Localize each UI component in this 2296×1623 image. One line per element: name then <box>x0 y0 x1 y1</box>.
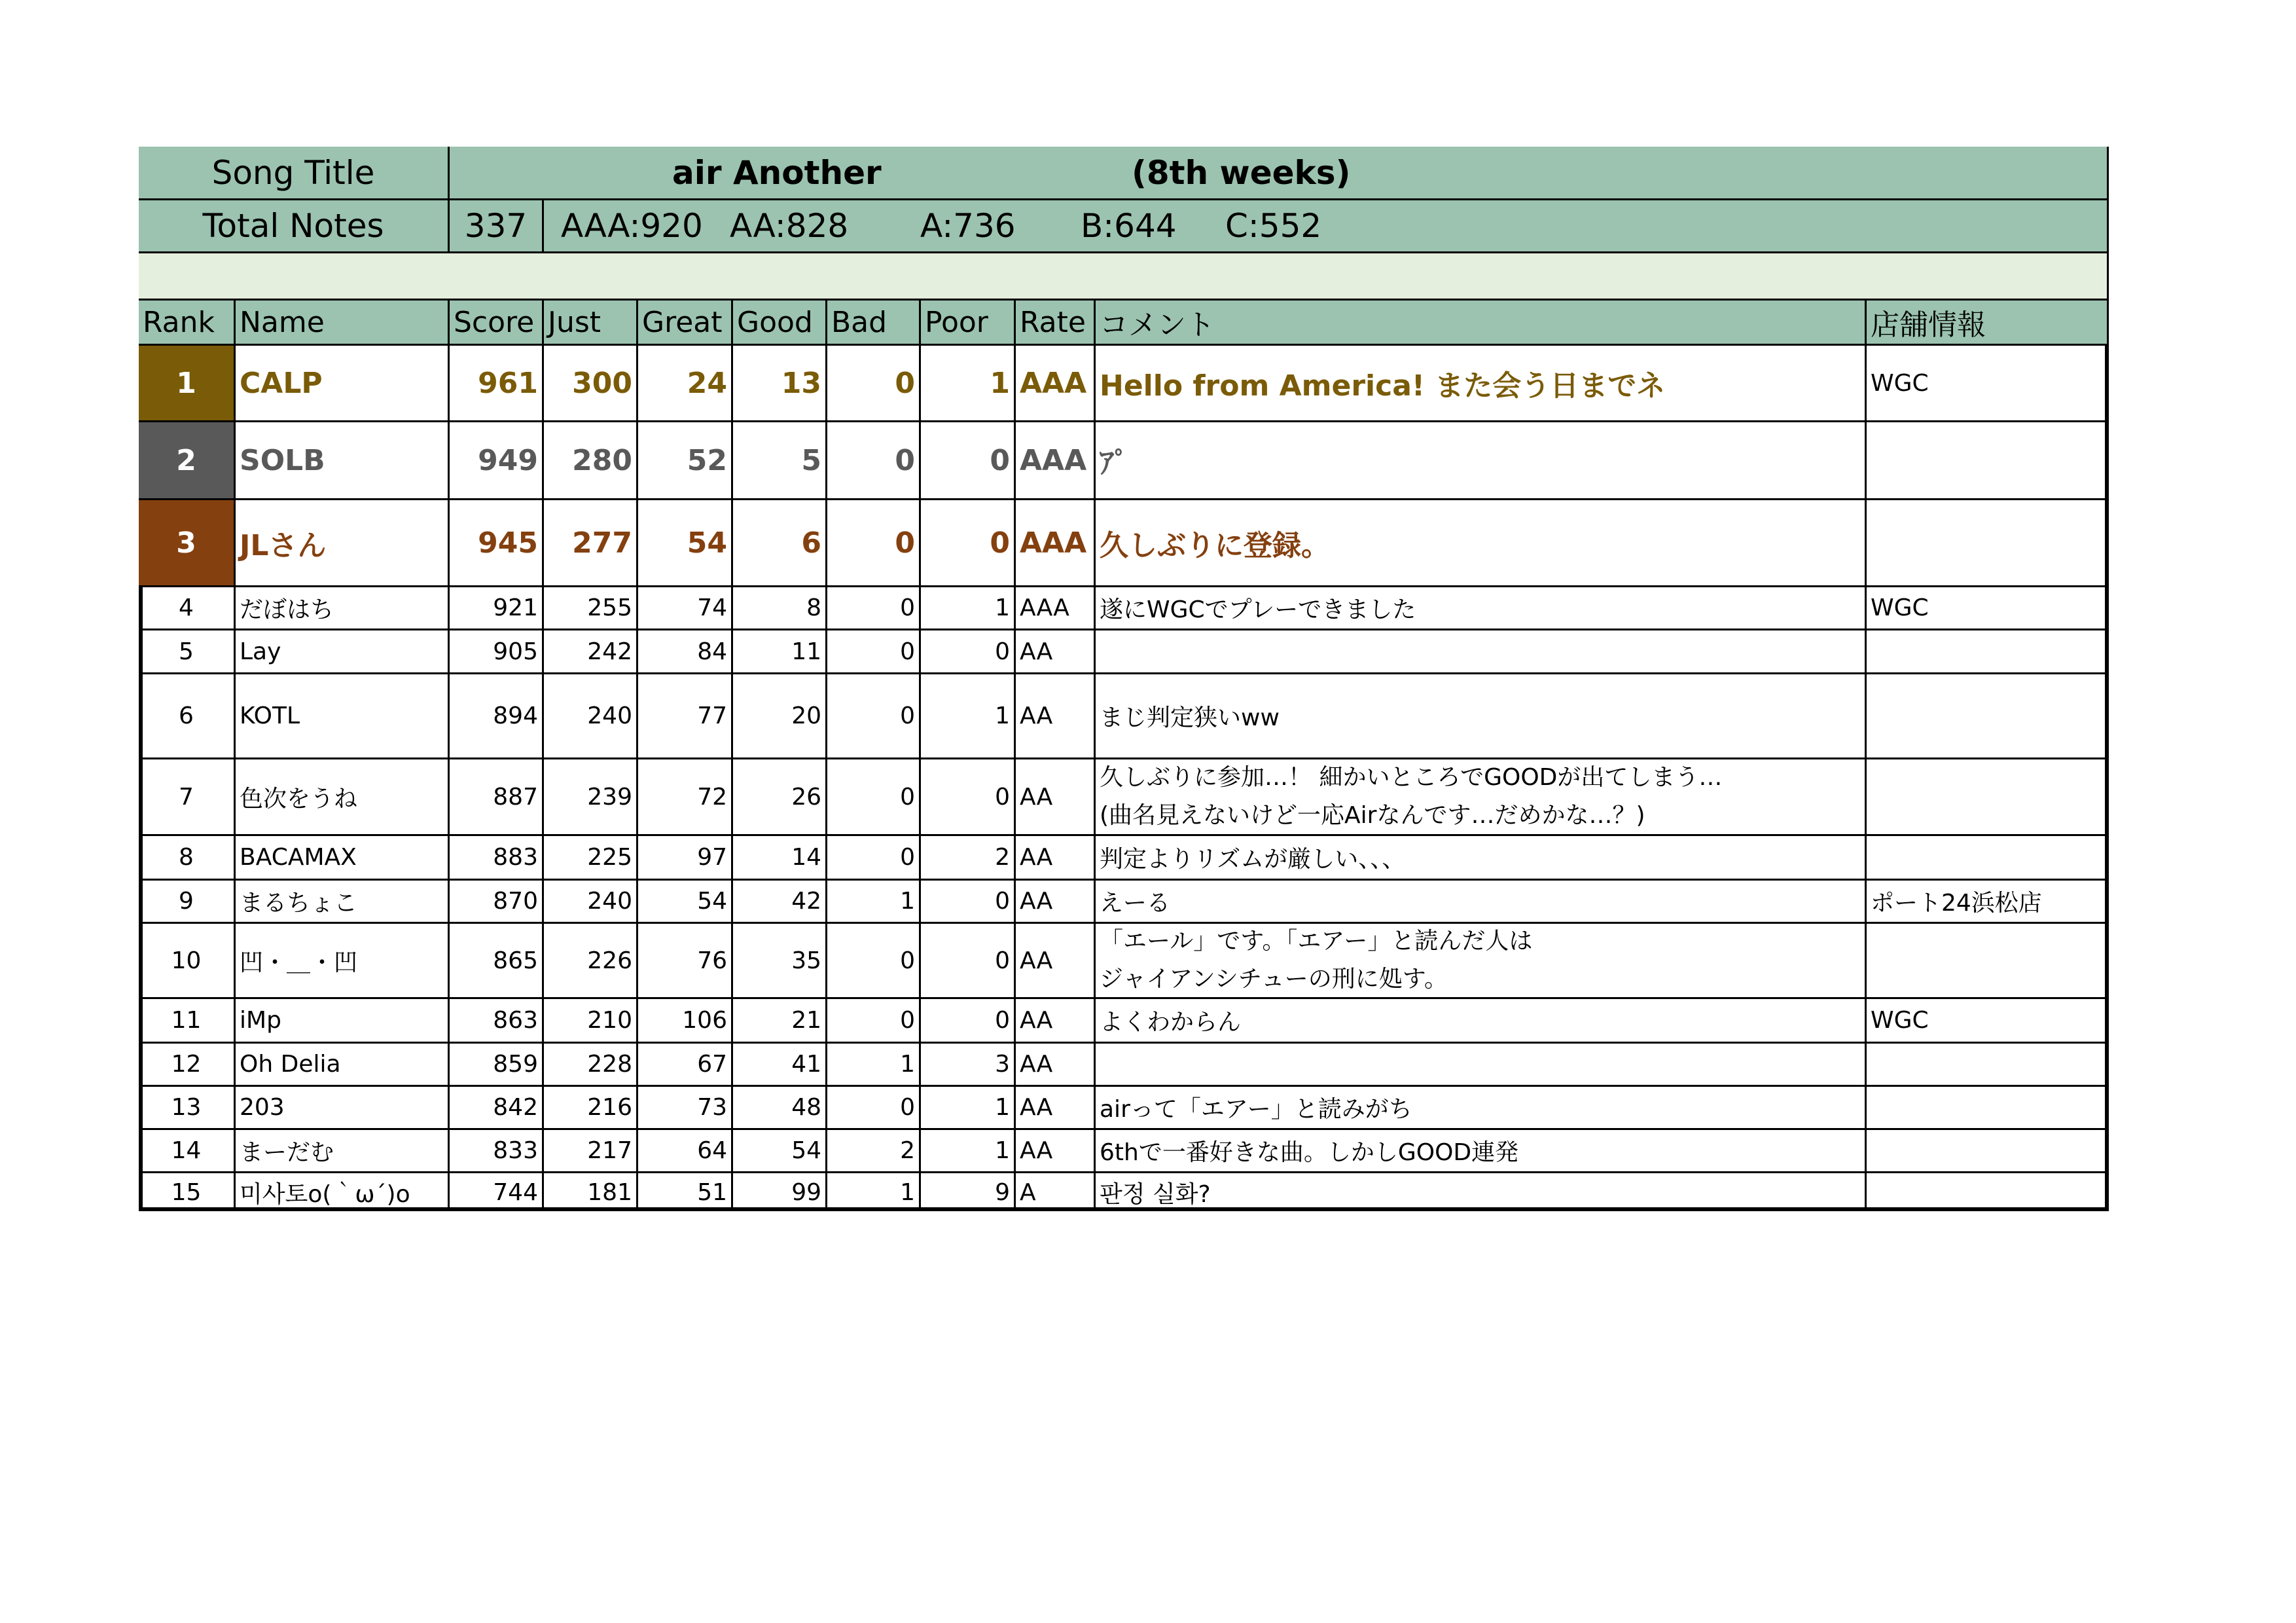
score-cell: 887 <box>450 759 544 836</box>
comment-cell: よくわからん <box>1096 999 1867 1044</box>
rank-cell: 13 <box>139 1087 236 1130</box>
shop-cell <box>1867 422 2109 500</box>
shop-cell: WGC <box>1867 587 2109 630</box>
just-cell: 240 <box>544 674 638 759</box>
rank-cell: 11 <box>139 999 236 1044</box>
just-cell: 226 <box>544 924 638 999</box>
column-header-poor: Poor <box>921 301 1016 346</box>
bad-cell: 1 <box>827 1173 921 1211</box>
comment-cell: えーる <box>1096 881 1867 924</box>
just-cell: 280 <box>544 422 638 500</box>
name-cell: SOLB <box>236 422 450 500</box>
rate-cell: AA <box>1016 674 1096 759</box>
score-cell: 833 <box>450 1130 544 1173</box>
just-cell: 242 <box>544 630 638 674</box>
score-cell: 945 <box>450 500 544 587</box>
week-label: (8th weeks) <box>1132 153 1351 192</box>
rate-cell: AA <box>1016 759 1096 836</box>
bad-cell: 2 <box>827 1130 921 1173</box>
name-cell: KOTL <box>236 674 450 759</box>
name-cell: 色次をうね <box>236 759 450 836</box>
column-header-rate: Rate <box>1016 301 1096 346</box>
rate-cell: AAA <box>1016 587 1096 630</box>
just-cell: 225 <box>544 836 638 881</box>
name-cell: JLさん <box>236 500 450 587</box>
rank-cell: 12 <box>139 1044 236 1087</box>
bad-cell: 0 <box>827 999 921 1044</box>
column-header-name: Name <box>236 301 450 346</box>
rate-cell: AA <box>1016 1130 1096 1173</box>
great-cell: 97 <box>638 836 733 881</box>
poor-cell: 2 <box>921 836 1016 881</box>
poor-cell: 0 <box>921 924 1016 999</box>
song-title-cell <box>450 147 2109 200</box>
comment-cell: 6thで一番好きな曲。しかしGOOD連発 <box>1096 1130 1867 1173</box>
bad-cell: 0 <box>827 346 921 422</box>
comment-cell: 「エール」です。「エアー」と読んだ人は ジャイアンシチューの刑に処す。 <box>1096 924 1867 999</box>
column-header-score: Score <box>450 301 544 346</box>
bad-cell: 0 <box>827 759 921 836</box>
poor-cell: 1 <box>921 1087 1016 1130</box>
score-cell: 744 <box>450 1173 544 1211</box>
good-cell: 5 <box>733 422 827 500</box>
great-cell: 51 <box>638 1173 733 1211</box>
poor-cell: 9 <box>921 1173 1016 1211</box>
good-cell: 41 <box>733 1044 827 1087</box>
poor-cell: 1 <box>921 346 1016 422</box>
score-cell: 894 <box>450 674 544 759</box>
bad-cell: 1 <box>827 1044 921 1087</box>
shop-cell <box>1867 1130 2109 1173</box>
shop-cell <box>1867 1087 2109 1130</box>
score-cell: 905 <box>450 630 544 674</box>
score-cell: 870 <box>450 881 544 924</box>
shop-cell <box>1867 1173 2109 1211</box>
ranking-sheet <box>139 147 2109 1211</box>
just-cell: 240 <box>544 881 638 924</box>
bad-cell: 0 <box>827 587 921 630</box>
shop-cell <box>1867 674 2109 759</box>
score-cell: 949 <box>450 422 544 500</box>
score-cell: 865 <box>450 924 544 999</box>
rate-cell: AAA <box>1016 346 1096 422</box>
name-cell: まーだむ <box>236 1130 450 1173</box>
just-cell: 181 <box>544 1173 638 1211</box>
poor-cell: 1 <box>921 674 1016 759</box>
grade-threshold: C:552 <box>1225 207 1322 245</box>
good-cell: 6 <box>733 500 827 587</box>
bad-cell: 1 <box>827 881 921 924</box>
comment-cell: 久しぶりに参加…！ 細かいところでGOODが出てしまう… (曲名見えないけど一応Airなんです…だめかな…？) <box>1096 759 1867 836</box>
good-cell: 11 <box>733 630 827 674</box>
bad-cell: 0 <box>827 422 921 500</box>
shop-cell <box>1867 836 2109 881</box>
bad-cell: 0 <box>827 1087 921 1130</box>
comment-cell: airって「エアー」と読みがち <box>1096 1087 1867 1130</box>
rate-cell: AA <box>1016 999 1096 1044</box>
just-cell: 255 <box>544 587 638 630</box>
grade-threshold: AA:828 <box>730 207 849 245</box>
score-cell: 863 <box>450 999 544 1044</box>
song-title: air Another <box>672 153 882 192</box>
name-cell: 凹・＿・凹 <box>236 924 450 999</box>
score-cell: 921 <box>450 587 544 630</box>
comment-cell: まじ判定狭いww <box>1096 674 1867 759</box>
great-cell: 54 <box>638 500 733 587</box>
good-cell: 26 <box>733 759 827 836</box>
rate-cell: AA <box>1016 881 1096 924</box>
great-cell: 24 <box>638 346 733 422</box>
bad-cell: 0 <box>827 924 921 999</box>
shop-cell <box>1867 924 2109 999</box>
rank-cell: 3 <box>139 500 236 587</box>
just-cell: 239 <box>544 759 638 836</box>
rate-cell: AA <box>1016 1044 1096 1087</box>
great-cell: 106 <box>638 999 733 1044</box>
score-cell: 842 <box>450 1087 544 1130</box>
bad-cell: 0 <box>827 836 921 881</box>
rank-cell: 8 <box>139 836 236 881</box>
score-cell: 859 <box>450 1044 544 1087</box>
great-cell: 73 <box>638 1087 733 1130</box>
grade-threshold: B:644 <box>1081 207 1177 245</box>
good-cell: 8 <box>733 587 827 630</box>
column-header-just: Just <box>544 301 638 346</box>
rate-cell: AA <box>1016 924 1096 999</box>
great-cell: 54 <box>638 881 733 924</box>
comment-cell: 判定よりリズムが厳しい、、、 <box>1096 836 1867 881</box>
comment-cell <box>1096 1044 1867 1087</box>
rank-cell: 15 <box>139 1173 236 1211</box>
shop-cell: ポート24浜松店 <box>1867 881 2109 924</box>
spacer-band <box>139 253 2109 301</box>
rate-cell: AA <box>1016 1087 1096 1130</box>
shop-cell <box>1867 500 2109 587</box>
poor-cell: 3 <box>921 1044 1016 1087</box>
comment-cell: 판정 실화? <box>1096 1173 1867 1211</box>
good-cell: 54 <box>733 1130 827 1173</box>
grade-threshold: AAA:920 <box>561 207 703 245</box>
poor-cell: 0 <box>921 759 1016 836</box>
good-cell: 13 <box>733 346 827 422</box>
poor-cell: 1 <box>921 587 1016 630</box>
rank-cell: 14 <box>139 1130 236 1173</box>
column-header-rank: Rank <box>139 301 236 346</box>
rank-cell: 6 <box>139 674 236 759</box>
poor-cell: 0 <box>921 422 1016 500</box>
shop-cell <box>1867 1044 2109 1087</box>
just-cell: 210 <box>544 999 638 1044</box>
great-cell: 52 <box>638 422 733 500</box>
rank-cell: 10 <box>139 924 236 999</box>
column-header-shop: 店舗情報 <box>1867 301 2109 346</box>
grade-threshold: A:736 <box>920 207 1016 245</box>
comment-cell: 久しぶりに登録。 <box>1096 500 1867 587</box>
song-title-label: Song Title <box>139 147 450 200</box>
total-notes-value: 337 <box>450 200 544 253</box>
poor-cell: 0 <box>921 500 1016 587</box>
grade-thresholds <box>544 200 2109 253</box>
comment-cell: Hello from America! また会う日までネ <box>1096 346 1867 422</box>
just-cell: 216 <box>544 1087 638 1130</box>
good-cell: 21 <box>733 999 827 1044</box>
shop-cell: WGC <box>1867 999 2109 1044</box>
good-cell: 35 <box>733 924 827 999</box>
good-cell: 42 <box>733 881 827 924</box>
column-header-good: Good <box>733 301 827 346</box>
rate-cell: AA <box>1016 836 1096 881</box>
rank-cell: 5 <box>139 630 236 674</box>
good-cell: 48 <box>733 1087 827 1130</box>
name-cell: 미사토o(｀ω´)o <box>236 1173 450 1211</box>
just-cell: 277 <box>544 500 638 587</box>
score-cell: 961 <box>450 346 544 422</box>
just-cell: 217 <box>544 1130 638 1173</box>
rank-cell: 4 <box>139 587 236 630</box>
comment-cell <box>1096 630 1867 674</box>
just-cell: 300 <box>544 346 638 422</box>
name-cell: Oh Delia <box>236 1044 450 1087</box>
column-header-great: Great <box>638 301 733 346</box>
name-cell: Lay <box>236 630 450 674</box>
name-cell: BACAMAX <box>236 836 450 881</box>
bad-cell: 0 <box>827 630 921 674</box>
rate-cell: AAA <box>1016 422 1096 500</box>
shop-cell <box>1867 630 2109 674</box>
bad-cell: 0 <box>827 674 921 759</box>
great-cell: 72 <box>638 759 733 836</box>
shop-cell <box>1867 759 2109 836</box>
rate-cell: AAA <box>1016 500 1096 587</box>
bad-cell: 0 <box>827 500 921 587</box>
column-header-bad: Bad <box>827 301 921 346</box>
great-cell: 84 <box>638 630 733 674</box>
rank-cell: 2 <box>139 422 236 500</box>
score-cell: 883 <box>450 836 544 881</box>
poor-cell: 0 <box>921 999 1016 1044</box>
name-cell: CALP <box>236 346 450 422</box>
rate-cell: A <box>1016 1173 1096 1211</box>
comment-cell: 遂にWGCでプレーできました <box>1096 587 1867 630</box>
good-cell: 99 <box>733 1173 827 1211</box>
comment-cell: ｱﾟ <box>1096 422 1867 500</box>
good-cell: 14 <box>733 836 827 881</box>
great-cell: 77 <box>638 674 733 759</box>
great-cell: 76 <box>638 924 733 999</box>
poor-cell: 1 <box>921 1130 1016 1173</box>
poor-cell: 0 <box>921 630 1016 674</box>
rate-cell: AA <box>1016 630 1096 674</box>
name-cell: 203 <box>236 1087 450 1130</box>
rank-cell: 9 <box>139 881 236 924</box>
great-cell: 74 <box>638 587 733 630</box>
rank-cell: 1 <box>139 346 236 422</box>
column-header-comment: コメント <box>1096 301 1867 346</box>
name-cell: だぼはち <box>236 587 450 630</box>
just-cell: 228 <box>544 1044 638 1087</box>
total-notes-label: Total Notes <box>139 200 450 253</box>
name-cell: iMp <box>236 999 450 1044</box>
great-cell: 64 <box>638 1130 733 1173</box>
rank-cell: 7 <box>139 759 236 836</box>
shop-cell: WGC <box>1867 346 2109 422</box>
great-cell: 67 <box>638 1044 733 1087</box>
name-cell: まるちょこ <box>236 881 450 924</box>
good-cell: 20 <box>733 674 827 759</box>
poor-cell: 0 <box>921 881 1016 924</box>
